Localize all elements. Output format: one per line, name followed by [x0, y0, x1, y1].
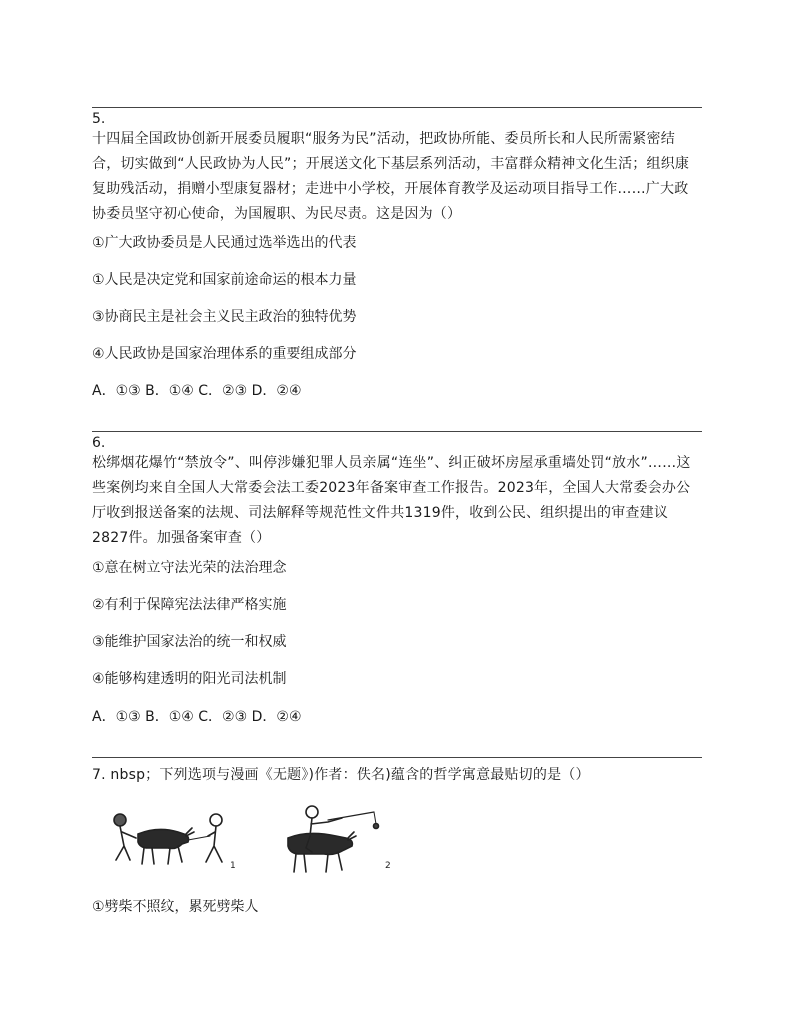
question-6: [92, 435, 702, 551]
divider: [92, 757, 702, 758]
option-4: ④能够构建透明的阳光司法机制: [92, 671, 287, 687]
question-5: [92, 111, 702, 227]
option-3: ③能维护国家法治的统一和权威: [92, 634, 287, 650]
question-number: 7.: [92, 767, 106, 783]
question-stem: 松绑烟花爆竹“禁放令”、叫停涉嫌犯罪人员亲属“连坐”、纠正破坏房屋承重墙处罚“放水”……这些案例均来自全国人大常委会法工委2023年备案审查工作报告。2023年，全国人大常委会办公厅收到报送备案的法规、司法解释等规范性文件共1319件，收到公民、组织提出的审查建议2827件。加强备案审查（）: [92, 455, 691, 546]
answer-choices: A．①③ B．①④ C．②③ D．②④: [92, 709, 302, 725]
question-number: 5.: [92, 111, 106, 127]
divider: [92, 107, 702, 108]
option-2: ②有利于保障宪法法律严格实施: [92, 597, 287, 613]
panel-label-2: 2: [385, 861, 391, 871]
option-3: ③协商民主是社会主义民主政治的独特优势: [92, 309, 357, 325]
divider: [92, 431, 702, 432]
option-4: ④人民政协是国家治理体系的重要组成部分: [92, 346, 357, 362]
question-stem: [92, 763, 702, 788]
option-2: ①人民是决定党和国家前途命运的根本力量: [92, 272, 357, 288]
question-stem: 十四届全国政协创新开展委员履职“服务为民”活动，把政协所能、委员所长和人民所需紧密结合，切实做到“人民政协为人民”；开展送文化下基层系列活动，丰富群众精神文化生活；组织康复助残活动，捐赠小型康复器材；走进中小学校，开展体育教学及运动项目指导工作……广大政协委员坚守初心使命，为国履职、为民尽责。这是因为（）: [92, 131, 690, 222]
answer-choices: A．①③ B．①④ C．②③ D．②④: [92, 383, 302, 399]
panel-2: [288, 806, 379, 872]
question-number: 6.: [92, 435, 106, 451]
panel-label-1: 1: [230, 861, 236, 871]
option-1: ①广大政协委员是人民通过选举选出的代表: [92, 235, 357, 251]
question-7: [92, 763, 702, 788]
option-1: ①意在树立守法光荣的法治理念: [92, 560, 287, 576]
panel-1: [114, 814, 222, 864]
cartoon-illustration: [98, 798, 398, 884]
question-text: nbsp；下列选项与漫画《无题》)作者：佚名)蕴含的哲学寓意最贴切的是（）: [110, 767, 590, 783]
option-1: ①劈柴不照纹，累死劈柴人: [92, 899, 259, 915]
